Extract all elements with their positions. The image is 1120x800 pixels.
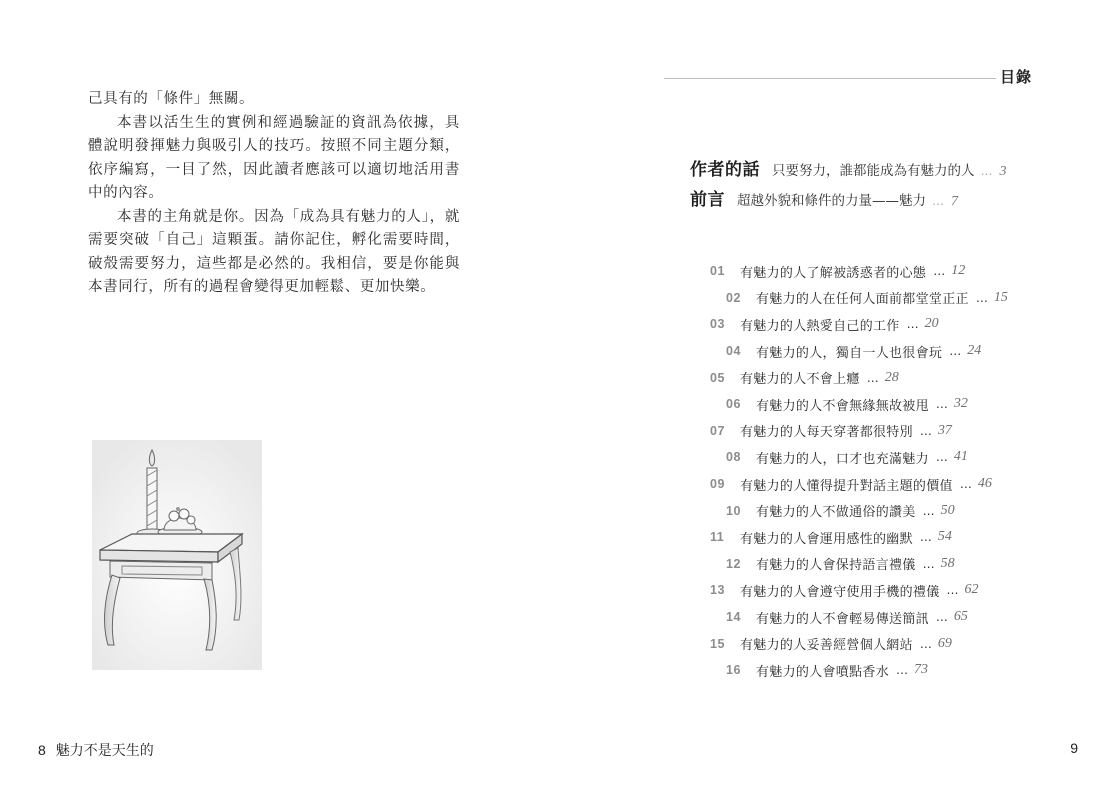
- chapter-number: 12: [726, 556, 741, 571]
- leader-dots: …: [866, 370, 880, 385]
- chapter-title: 有魅力的人了解被誘惑者的心態: [740, 265, 927, 281]
- chapter-number: 07: [710, 423, 725, 438]
- leader-dots: …: [933, 264, 947, 279]
- front-matter-item: [690, 155, 1007, 180]
- chapter-number: 04: [726, 344, 741, 359]
- chapter-page: 37: [937, 422, 952, 438]
- toc-entry: [710, 657, 1110, 684]
- chapter-number: 06: [726, 397, 741, 412]
- chapter-number: 01: [710, 264, 725, 279]
- heading-rule: [664, 78, 996, 79]
- chapter-title: 有魅力的人每天穿著都很特別: [740, 425, 913, 441]
- chapter-page: 65: [953, 609, 968, 625]
- leader-dots: …: [922, 503, 936, 518]
- toc-entry: [710, 630, 1110, 657]
- chapter-title: 有魅力的人不會上癮: [740, 372, 860, 388]
- chapter-title: 有魅力的人不會無緣無故被甩: [756, 398, 929, 414]
- toc-entry: [710, 524, 1110, 551]
- front-matter-page: 7: [951, 194, 958, 209]
- front-matter-page: 3: [999, 164, 1007, 179]
- front-matter-label: 前言: [690, 190, 725, 210]
- chapter-number: 09: [710, 477, 725, 492]
- chapter-title: 有魅力的人懂得提升對話主題的價值: [740, 478, 953, 494]
- chapter-number: 02: [726, 290, 741, 305]
- leader-dots: …: [932, 194, 945, 208]
- chapter-title: 有魅力的人會保持語言禮儀: [756, 558, 916, 574]
- chapter-number: 08: [726, 450, 741, 465]
- chapter-page: 28: [884, 369, 899, 385]
- leader-dots: …: [975, 290, 989, 305]
- toc-chapter-list: [710, 258, 1110, 684]
- leader-dots: …: [959, 477, 973, 492]
- toc-entry: [710, 418, 1110, 445]
- chapter-page: 58: [940, 555, 955, 571]
- chapter-title: 有魅力的人會噴點香水: [756, 664, 890, 680]
- front-matter-title: 只要努力，誰都能成為有魅力的人: [772, 163, 975, 179]
- toc-entry: [710, 258, 1110, 285]
- leader-dots: …: [935, 450, 949, 465]
- chapter-page: 73: [914, 662, 929, 678]
- chapter-title: 有魅力的人不會輕易傳送簡訊: [756, 611, 929, 627]
- right-page: [560, 0, 1120, 800]
- chapter-page: 46: [977, 476, 992, 492]
- paragraph: 己具有的「條件」無關。: [88, 91, 255, 107]
- chapter-page: 32: [953, 396, 968, 412]
- chapter-title: 有魅力的人會遵守使用手機的禮儀: [740, 584, 940, 600]
- chapter-page: 24: [967, 343, 982, 359]
- toc-heading: 目錄: [999, 68, 1032, 86]
- chapter-title: 有魅力的人，獨自一人也很會玩: [756, 345, 943, 361]
- paragraph: 本書的主角就是你。因為「成為具有魅力的人」，就需要突破「自己」這顆蛋。請你記住，孵化需要時間，破殼需要努力，這些都是必然的。我相信，要是你能與本書同行，所有的過程會變得更加輕鬆、更加快樂。: [88, 208, 460, 295]
- toc-entry: [710, 364, 1110, 391]
- chapter-page: 62: [964, 582, 979, 598]
- page-number: 8: [38, 742, 46, 758]
- chapter-title: 有魅力的人妥善經營個人網站: [740, 638, 913, 654]
- chapter-title: 有魅力的人，口才也充滿魅力: [756, 451, 929, 467]
- toc-entry: [710, 471, 1110, 498]
- leader-dots: …: [896, 663, 910, 678]
- chapter-page: 12: [951, 263, 966, 279]
- toc-entry: [710, 391, 1110, 418]
- front-matter-label: 作者的話: [690, 160, 760, 180]
- leader-dots: …: [919, 530, 933, 545]
- leader-dots: …: [919, 636, 933, 651]
- chapter-number: 16: [726, 663, 741, 678]
- chapter-title: 有魅力的人會運用感性的幽默: [740, 531, 913, 547]
- leader-dots: …: [919, 423, 933, 438]
- leader-dots: …: [922, 556, 936, 571]
- chapter-title: 有魅力的人不做通俗的讚美: [756, 505, 916, 521]
- toc-entry: [710, 338, 1110, 365]
- chapter-page: 15: [993, 289, 1008, 305]
- toc-entry: [710, 497, 1110, 524]
- table-with-candle-and-cake-illustration: [92, 440, 262, 670]
- chapter-title: 有魅力的人熱愛自己的工作: [740, 318, 900, 334]
- paragraph: 本書以活生生的實例和經過驗証的資訊為依據，具體說明發揮魅力與吸引人的技巧。按照不同主題分類，依序編寫，一目了然，因此讀者應該可以適切地活用書中的內容。: [88, 114, 460, 201]
- toc-entry: [710, 311, 1110, 338]
- toc-entry: [710, 285, 1110, 312]
- leader-dots: …: [946, 583, 960, 598]
- leader-dots: …: [935, 397, 949, 412]
- leader-dots: …: [906, 317, 920, 332]
- chapter-page: 69: [937, 635, 952, 651]
- toc-entry: [710, 577, 1110, 604]
- leader-dots: …: [935, 610, 949, 625]
- chapter-number: 05: [710, 370, 725, 385]
- chapter-number: 10: [726, 503, 741, 518]
- chapter-page: 20: [924, 316, 939, 332]
- leader-dots: …: [980, 164, 994, 178]
- toc-entry: [710, 551, 1110, 578]
- page-footer: [38, 740, 154, 760]
- chapter-number: 03: [710, 317, 725, 332]
- running-title: 魅力不是天生的: [55, 742, 154, 758]
- chapter-page: 50: [940, 502, 955, 518]
- toc-entry: [710, 604, 1110, 631]
- front-matter-item: [690, 185, 958, 210]
- chapter-number: 13: [710, 583, 725, 598]
- leader-dots: …: [949, 344, 963, 359]
- page-number: 9: [1070, 740, 1078, 756]
- front-matter-title: 超越外貌和條件的力量——魅力: [737, 193, 926, 209]
- toc-entry: [710, 444, 1110, 471]
- chapter-number: 11: [710, 530, 725, 545]
- chapter-title: 有魅力的人在任何人面前都堂堂正正: [756, 292, 969, 308]
- chapter-number: 15: [710, 636, 725, 651]
- chapter-page: 41: [953, 449, 968, 465]
- chapter-number: 14: [726, 610, 741, 625]
- body-text: [88, 88, 460, 300]
- chapter-page: 54: [937, 529, 952, 545]
